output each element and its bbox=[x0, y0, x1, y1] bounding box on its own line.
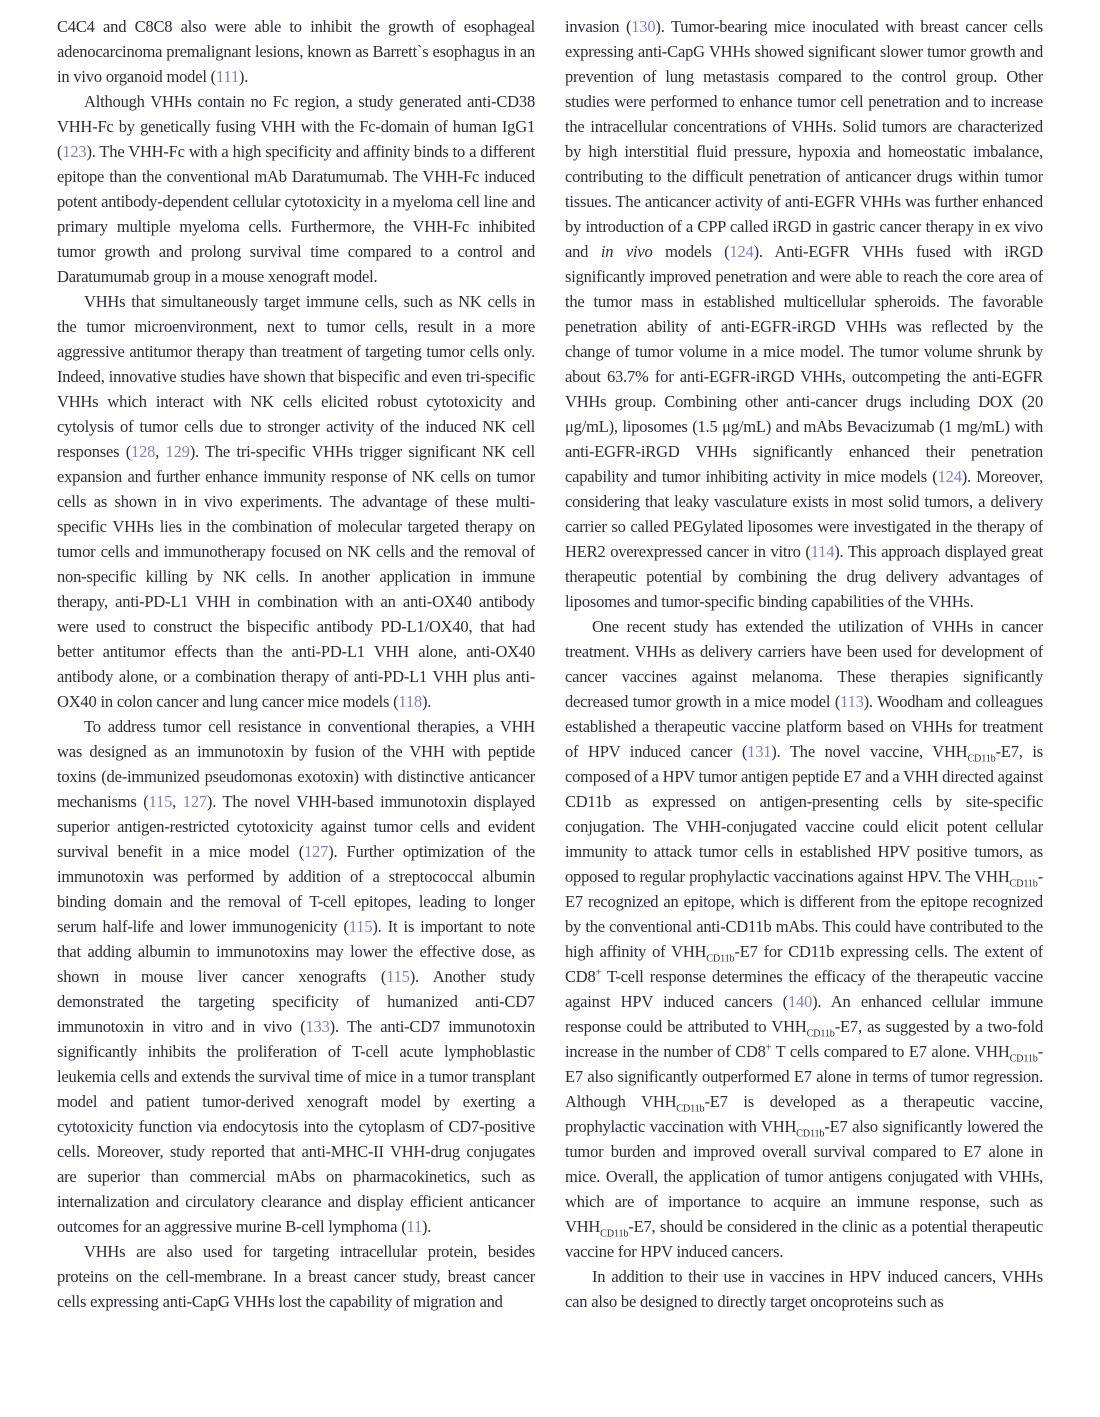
citation-link[interactable]: 131 bbox=[747, 742, 772, 761]
citation-link[interactable]: 11 bbox=[406, 1217, 422, 1236]
paragraph: One recent study has extended the utilization of VHHs in cancer treatment. VHHs as delivery carriers have been used for development of cancer vaccines against melanoma. These therapies significantly decreased tumor growth in a mice model (113). Woodham and colleagues established a therapeutic vaccine platform based on VHHs for treatment of HPV induced cancer (131). The novel vaccine, $VHH_{CD11b}-E7$, is composed of a HPV tumor antigen peptide E7 and a VHH directed against CD11b as expressed on antigen-presenting cells by site-specific conjugation. The VHH-conjugated vaccine could elicit potent cellular immunity to attack tumor cells in established HPV positive tumors, as opposed to regular prophylactic vaccinations against HPV. The $VHH_{CD11b}-E7$ recognized an epitope, which is different from the epitope recognized by the conventional anti-CD11b mAbs. This could have contributed to the high affinity of $VHH_{CD11b}-E7$ for CD11b expressing cells. The extent of CD8+ T-cell response determines the efficacy of the therapeutic vaccine against HPV induced cancers (140). An enhanced cellular immune response could be attributed to $VHH_{CD11b}-E7$, as suggested by a two-fold increase in the number of CD8+ T cells compared to E7 alone. $VHH_{CD11b}-E7$ also significantly outperformed E7 alone in terms of tumor regression. Although $VHH_{CD11b}-E7$ is developed as a therapeutic vaccine, prophylactic vaccination with $VHH_{CD11b}-E7$ also significantly lowered the tumor burden and improved overall survival compared to E7 alone in mice. Overall, the application of tumor antigens conjugated with VHHs, which are of importance to acquire an immune response, such as $VHH_{CD11b}-E7$, should be considered in the clinic as a potential therapeutic vaccine for HPV induced cancers. bbox=[565, 617, 1043, 1261]
paragraph: VHHs are also used for targeting intracellular protein, besides proteins on the cell-membrane. In a breast cancer study, breast cancer cells expressing anti-CapG VHHs lost the capability of migration and bbox=[57, 1242, 535, 1311]
citation-link[interactable]: 115 bbox=[386, 967, 410, 986]
subscript-text: CD11b bbox=[1009, 1053, 1038, 1065]
paragraph: In addition to their use in vaccines in HPV induced cancers, VHHs can also be designed to directly target oncoproteins such as bbox=[565, 1267, 1043, 1311]
citation-link[interactable]: 111 bbox=[215, 67, 239, 86]
paragraph: invasion (130). Tumor-bearing mice inoculated with breast cancer cells expressing anti-CapG VHHs showed significant slower tumor growth and prevention of lung metastasis compared to the control group. Other studies were performed to enhance tumor cell penetration and to increase the intracellular concentrations of VHHs. Solid tumors are characterized by high interstitial fluid pressure, hypoxia and homeostatic imbalance, contributing to the difficult penetration of anticancer drugs within tumor tissues. The anticancer activity of anti-EGFR VHHs was further enhanced by introduction of a CPP called iRGD in gastric cancer therapy in ex vivo and in vivo models (124). Anti-EGFR VHHs fused with iRGD significantly improved penetration and were able to reach the core area of the tumor mass in established multicellular spheroids. The favorable penetration ability of anti-EGFR-iRGD VHHs was reflected by the change of tumor volume in a mice model. The tumor volume shrunk by about 63.7% for anti-EGFR-iRGD VHHs, outcompeting the anti-EGFR VHHs group. Combining other anti-cancer drugs including DOX (20 μg/mL), liposomes (1.5 μg/mL) and mAbs Bevacizumab (1 mg/mL) with anti-EGFR-iRGD VHHs significantly enhanced their penetration capability and tumor inhibiting activity in mice models (124). Moreover, considering that leaky vasculature exists in most solid tumors, a delivery carrier so called PEGylated liposomes were investigated in the therapy of HER2 overexpressed cancer in vitro (114). This approach displayed great therapeutic potential by combining the drug delivery advantages of liposomes and tumor-specific binding capabilities of the VHHs. bbox=[565, 17, 1043, 611]
subscript-text: CD11b bbox=[676, 1103, 705, 1115]
paragraph: To address tumor cell resistance in conventional therapies, a VHH was designed as an immunotoxin by fusion of the VHH with peptide toxins (de-immunized pseudomonas exotoxin) with distinctive anticancer mechanisms (115, 127). The novel VHH-based immunotoxin displayed superior antigen-restricted cytotoxicity against tumor cells and evident survival benefit in a mice model (127). Further optimization of the immunotoxin was performed by addition of a streptococcal albumin binding domain and the removal of T-cell epitopes, leading to longer serum half-life and lower immunogenicity (115). It is important to note that adding albumin to immunotoxins may lower the effective dose, as shown in mouse liver cancer xenografts (115). Another study demonstrated the targeting specificity of humanized anti-CD7 immunotoxin in vitro and in vivo (133). The anti-CD7 immunotoxin significantly inhibits the proliferation of T-cell acute lymphoblastic leukemia cells and extends the survival time of mice in a tumor transplant model and patient tumor-derived xenograft model by exerting a cytotoxicity function via endocytosis into the cytoplasm of CD7-positive cells. Moreover, study reported that anti-MHC-II VHH-drug conjugates are superior than commercial mAbs on pharmacokinetics, such as internalization and circulatory clearance and display efficient anticancer outcomes for an aggressive murine B-cell lymphoma (11). bbox=[57, 717, 535, 1236]
subscript-text: CD11b bbox=[806, 1028, 835, 1040]
citation-link[interactable]: 124 bbox=[729, 242, 754, 261]
citation-link[interactable]: 115 bbox=[348, 917, 373, 936]
citation-link[interactable]: 118 bbox=[398, 692, 422, 711]
superscript-text: + bbox=[765, 1042, 772, 1054]
right-column bbox=[565, 14, 1043, 1412]
paragraph: C4C4 and C8C8 also were able to inhibit the growth of esophageal adenocarcinoma premalignant lesions, known as Barrett`s esophagus in an in vivo organoid model (111). bbox=[57, 17, 535, 86]
paragraph: VHHs that simultaneously target immune cells, such as NK cells in the tumor microenvironment, next to tumor cells, result in a more aggressive antitumor therapy than treatment of targeting tumor cells only. Indeed, innovative studies have shown that bispecific and even tri-specific VHHs which interact with NK cells elicited robust cytotoxicity and cytolysis of tumor cells due to stronger activity of the induced NK cell responses (128, 129). The tri-specific VHHs trigger significant NK cell expansion and further enhance immunity response of NK cells on tumor cells as shown in in vivo experiments. The advantage of these multi-specific VHHs lies in the combination of molecular targeted therapy on tumor cells and immunotherapy focused on NK cells and the removal of non-specific killing by NK cells. In another application in immune therapy, anti-PD-L1 VHH in combination with an anti-OX40 antibody were used to construct the bispecific antibody PD-L1/OX40, that had better antitumor effects than the anti-PD-L1 VHH alone, anti-OX40 antibody alone, or a combination therapy of anti-PD-L1 VHH plus anti-OX40 in colon cancer and lung cancer mice models (118). bbox=[57, 292, 535, 711]
citation-link[interactable]: 114 bbox=[810, 542, 835, 561]
superscript-text: + bbox=[595, 967, 602, 979]
subscript-text: CD11b bbox=[1009, 878, 1038, 890]
citation-link[interactable]: 127 bbox=[304, 842, 329, 861]
subscript-text: CD11b bbox=[706, 953, 735, 965]
citation-link[interactable]: 130 bbox=[631, 17, 656, 36]
subscript-text: CD11b bbox=[796, 1128, 825, 1140]
citation-link[interactable]: 115 bbox=[148, 792, 173, 811]
citation-link[interactable]: 127 bbox=[182, 792, 207, 811]
left-column bbox=[57, 14, 535, 1412]
italic-text: in vivo bbox=[600, 242, 653, 261]
citation-link[interactable]: 129 bbox=[165, 442, 190, 461]
paragraph: Although VHHs contain no Fc region, a study generated anti-CD38 VHH-Fc by genetically fusing VHH with the Fc-domain of human IgG1 (123). The VHH-Fc with a high specificity and affinity binds to a different epitope than the conventional mAb Daratumumab. The VHH-Fc induced potent antibody-dependent cellular cytotoxicity in a myeloma cell line and primary multiple myeloma cells. Furthermore, the VHH-Fc inhibited tumor growth and prolong survival time compared to a control and Daratumumab group in a mouse xenograft model. bbox=[57, 92, 535, 286]
citation-link[interactable]: 133 bbox=[305, 1017, 330, 1036]
citation-link[interactable]: 128 bbox=[131, 442, 156, 461]
citation-link[interactable]: 140 bbox=[787, 992, 813, 1011]
citation-link[interactable]: 124 bbox=[937, 467, 962, 486]
citation-link[interactable]: 113 bbox=[840, 692, 864, 711]
subscript-text: CD11b bbox=[600, 1228, 629, 1240]
citation-link[interactable]: 123 bbox=[62, 142, 87, 161]
subscript-text: CD11b bbox=[967, 753, 996, 765]
